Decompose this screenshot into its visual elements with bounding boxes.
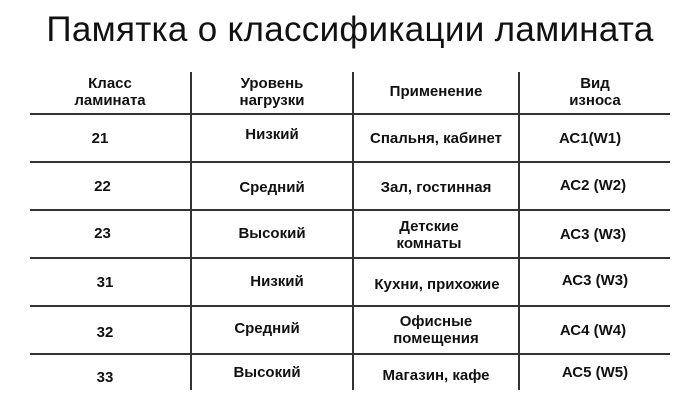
- use-line1: Зал, гостинная: [380, 178, 492, 196]
- table-cell-class: 21: [91, 129, 109, 147]
- header-use: [354, 70, 518, 113]
- table-cell-load: Средний: [234, 319, 300, 337]
- use-line1: Офисные: [399, 313, 473, 330]
- use-line2: помещения: [393, 330, 479, 347]
- use-line1: Детские: [399, 218, 459, 235]
- table-cell-load: Низкий: [245, 125, 299, 143]
- header-load-line2: нагрузки: [239, 91, 305, 109]
- table-cell-class: 32: [96, 323, 114, 341]
- table-cell-use: [354, 307, 518, 353]
- table-cell-use: [354, 355, 518, 395]
- header-class: [30, 70, 190, 113]
- table-cell-use: [354, 211, 504, 259]
- table-cell-wear: АС1(W1): [558, 129, 622, 147]
- header-load: [192, 70, 352, 113]
- table-cell-load: Низкий: [250, 272, 304, 290]
- header-class-line2: ламината: [74, 91, 146, 109]
- table-cell-use: [354, 115, 518, 161]
- table-cell-load: Средний: [239, 178, 305, 196]
- table-cell-wear: АС4 (W4): [559, 321, 627, 339]
- table-cell-class: 31: [96, 273, 114, 291]
- table-cell-class: 23: [94, 224, 111, 242]
- use-line2: комнаты: [396, 235, 462, 252]
- use-line1: Спальня, кабинет: [369, 129, 503, 147]
- table-cell-use: [354, 163, 518, 211]
- header-load-line1: Уровень: [240, 74, 304, 92]
- table-cell-wear: АС2 (W2): [559, 176, 627, 194]
- table-cell-use: [354, 259, 520, 309]
- use-line1: Кухни, прихожие: [374, 275, 500, 293]
- header-use-line1: Применение: [389, 83, 483, 100]
- table-cell-class: 33: [96, 368, 114, 386]
- laminate-classification-table: [30, 70, 670, 392]
- header-wear-line1: Вид: [580, 74, 610, 92]
- use-line1: Магазин, кафе: [382, 366, 490, 384]
- header-wear: [520, 70, 670, 113]
- table-cell-load: Высокий: [233, 363, 301, 381]
- table-cell-class: 22: [94, 177, 111, 195]
- page-title: Памятка о классификации ламината: [46, 10, 654, 49]
- table-cell-wear: АС3 (W3): [561, 271, 629, 289]
- table-cell-load: Высокий: [238, 224, 306, 242]
- table-cell-wear: АС3 (W3): [559, 225, 627, 243]
- table-cell-wear: АС5 (W5): [561, 363, 629, 381]
- header-wear-line2: износа: [569, 91, 621, 109]
- header-class-line1: Класс: [88, 74, 132, 92]
